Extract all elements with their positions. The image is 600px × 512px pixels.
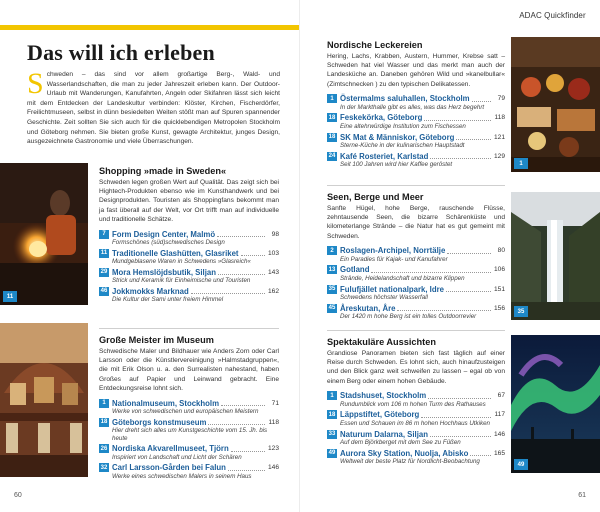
leckereien-text: Hering, Lachs, Krabben, Austern, Hummer, Krebse satt – Schweden hat viel Wasser und das merkt man auch der Landesküche an. Daneben gehören Wild und »kanelbullar« (Zimtschnecken ) zu den typischen Delikatessen.	[327, 53, 505, 88]
entry-description: Werke von schwedischen und europäischen Meistern	[112, 408, 259, 416]
museum-photo	[0, 323, 88, 477]
entry-description: Hier dreht sich alles um Kunstgeschichte vom 15. Jh. bis heute	[112, 427, 268, 442]
list-item	[99, 286, 279, 304]
leader-dots	[228, 465, 265, 471]
leader-dots	[447, 248, 491, 254]
leckereien-photo-badge: 1	[514, 158, 528, 169]
entry-name: Jokkmokks Marknad	[112, 286, 189, 296]
entry-page: 79	[497, 95, 505, 103]
berge-photo-badge: 35	[514, 306, 528, 317]
entry-page: 156	[493, 304, 505, 312]
quickfinder-tab	[505, 0, 600, 34]
entry-page: 80	[497, 247, 505, 255]
entry-number-badge: 18	[328, 134, 336, 140]
leader-dots	[470, 450, 491, 456]
section-divider	[327, 330, 505, 331]
entry-description: Mundgeblasene Waren in Schwedens »Glasreich«	[112, 258, 251, 266]
shopping-entries	[99, 229, 279, 304]
entry-description: Eine altehrwürdige Institution zum Fischessen	[340, 122, 466, 130]
list-item	[99, 398, 279, 416]
entry-name: Läppstiftet, Göteborg	[340, 410, 420, 420]
entry-name: Nationalmuseum, Stockholm	[112, 398, 220, 408]
entry-description: Ein Paradies für Kajak- und Kanufahrer	[340, 255, 448, 263]
list-item	[99, 248, 279, 266]
leckereien-section	[327, 40, 505, 170]
entry-page: 162	[267, 287, 279, 295]
entry-page: 71	[271, 399, 279, 407]
entry-number-badge: 33	[328, 431, 336, 437]
entry-page: 146	[493, 430, 505, 438]
shopping-title: Shopping »made in Sweden«	[99, 166, 227, 176]
leader-dots	[421, 412, 491, 418]
intro-text: chweden – das sind vor allem großartige Berg-, Wald- und Wasserlandschaften, die man zu jeder Jahreszeit erleben kann. Der Outdoor-Urlaub mit Wanderungen, Kanufahrten, Angeln oder Skifahren lässt sich leicht mit dem Entdecken der Landeskultur verbinden: Klöster, Kirchen, Fischerdörfer, Freilichtmuseen, selbst in dünn besiedelten Weiten stößt man auf Spuren spannender Geschichte. Zeit sollten Sie sich auch für die quicklebendigen Metropolen Stockholm und Göteborg nehmen. Sie bieten große Kunst, gewagte Architektur, junges Design, ausgezeichnete Gastronomie und viele Überraschungen.	[27, 71, 280, 146]
list-item	[99, 417, 279, 442]
aussichten-entries	[327, 391, 505, 466]
leader-dots	[217, 231, 265, 237]
page-title: Das will ich erleben	[27, 40, 215, 65]
entry-number-badge: 2	[327, 246, 337, 255]
leader-dots	[446, 286, 491, 292]
entry-number-badge: 11	[100, 250, 108, 257]
entry-number-badge: 13	[328, 266, 336, 273]
entry-page: 103	[267, 249, 279, 257]
entry-page: 151	[493, 285, 505, 293]
leader-dots	[430, 153, 491, 159]
list-item	[99, 229, 279, 247]
entry-description: Schwedens höchster Wasserfall	[340, 294, 428, 301]
entry-number-badge: 24	[328, 153, 336, 160]
list-item	[327, 113, 505, 131]
entry-name: Naturum Dalarna, Siljan	[340, 429, 428, 439]
entry-name: Stadshuset, Stockholm	[340, 391, 427, 401]
entry-number-badge: 1	[327, 391, 337, 400]
entry-page: 117	[494, 411, 505, 419]
entry-description: Auf dem Björkberget mit dem See zu Füßen	[340, 439, 461, 446]
leader-dots	[218, 269, 265, 275]
shopping-photo-badge: 11	[3, 291, 17, 302]
northern-lights-image	[511, 335, 600, 473]
intro-paragraph	[27, 67, 280, 147]
aussichten-title: Spektakuläre Aussichten	[327, 337, 436, 347]
entry-page: 165	[493, 449, 505, 457]
entry-page: 98	[271, 230, 279, 238]
entry-number-badge: 49	[328, 450, 336, 457]
entry-number-badge: 18	[328, 411, 336, 418]
entry-name: Aurora Sky Station, Nuolja, Abisko	[340, 448, 469, 458]
entry-number-badge: 1	[99, 399, 109, 408]
leader-dots	[424, 115, 491, 121]
museum-title: Große Meister im Museum	[99, 335, 214, 345]
list-item	[327, 246, 505, 264]
right-page	[300, 0, 600, 512]
leader-dots	[456, 134, 491, 140]
berge-section	[327, 185, 505, 322]
entry-name: Roslagen-Archipel, Norrtälje	[340, 246, 446, 256]
entry-page: 146	[267, 464, 279, 472]
entry-name: Östermalms saluhallen, Stockholm	[340, 94, 470, 104]
entry-description: Inspiriert von Landschaft und Licht der Schären	[112, 453, 242, 461]
leader-dots	[191, 288, 265, 294]
entry-page: 118	[494, 114, 505, 122]
leader-dots	[430, 431, 491, 437]
header-accent-bar	[0, 25, 300, 30]
aussichten-photo-badge: 49	[514, 459, 528, 470]
entry-description: Werke eines schwedischen Malers in seinem Haus	[112, 472, 252, 480]
leader-dots	[221, 400, 265, 406]
entry-description: Strände, Heidelandschaft und bizarre Klippen	[340, 274, 465, 282]
entry-number-badge: 45	[328, 305, 336, 312]
shopping-photo	[0, 163, 88, 305]
entry-name: Carl Larsson-Gården bei Falun	[112, 463, 226, 473]
entry-name: Göteborgs konstmuseum	[112, 417, 207, 427]
list-item	[99, 444, 279, 462]
entry-number-badge: 46	[100, 288, 108, 295]
list-item	[99, 463, 279, 481]
entry-description: Der 1420 m hohe Berg ist ein tolles Outdoorrevier	[340, 313, 477, 321]
list-item	[327, 303, 505, 321]
entry-description: Essen und Schauen im 86 m hohen Hochhaus Utkiken	[340, 419, 490, 427]
aussichten-section	[327, 330, 505, 467]
list-item	[327, 265, 505, 283]
berge-photo	[511, 192, 600, 320]
entry-name: Traditionelle Glashütten, Glasriket	[112, 248, 239, 258]
list-item	[327, 429, 505, 447]
entry-number-badge: 7	[99, 230, 109, 239]
entry-number-badge: 1	[327, 94, 337, 103]
entry-page: 106	[493, 266, 505, 274]
waterfall-image	[511, 192, 600, 320]
leader-dots	[428, 393, 491, 399]
list-item	[327, 94, 505, 112]
entry-name: Feskekörka, Göteborg	[340, 113, 423, 123]
list-item	[327, 448, 505, 466]
aussichten-text: Grandiose Panoramen bieten sich fast täglich auf einer Reise durch Schweden. Es lohnt sich, auch hinaufzusteigen und den Blick ganz weit schweifen zu lassen – egal ob von einem Berg oder einem hohen Gebäude.	[327, 350, 505, 385]
entry-name: Mora Hemslöjdsbutik, Siljan	[112, 267, 216, 277]
museum-entries	[99, 398, 279, 480]
entry-number-badge: 18	[328, 114, 336, 121]
entry-page: 121	[493, 133, 505, 141]
section-divider	[99, 328, 279, 329]
leader-dots	[208, 419, 265, 425]
entry-description: Strick und Keramik für Einheimische und Touristen	[112, 277, 251, 285]
intro-dropcap: S	[27, 67, 44, 100]
glassblower-image	[0, 163, 88, 305]
page-number-right: 61	[578, 492, 586, 499]
list-item	[327, 151, 505, 169]
leader-dots	[397, 305, 491, 311]
entry-description: Die Kultur der Sami unter freiem Himmel	[112, 296, 224, 304]
entry-name: Gotland	[340, 265, 370, 275]
entry-number-badge: 26	[100, 445, 108, 452]
berge-entries	[327, 246, 505, 321]
entry-name: Form Design Center, Malmö	[112, 229, 216, 239]
leader-dots	[472, 96, 491, 102]
page-number-left: 60	[14, 492, 22, 499]
leader-dots	[231, 446, 265, 452]
entry-number-badge: 29	[100, 269, 108, 276]
entry-description: Weltweit der beste Platz für Nordlicht-Beobachtung	[340, 458, 480, 466]
museum-text: Schwedische Maler und Bildhauer wie Anders Zorn oder Carl Larsson oder die Künstlervereinigung »Halmstadgruppen«, die mit Erik Olson u. a. den Surrealisten nahestand, haben Großes auf Papier und Leinwand gebracht. Eine Entdeckungsreise lohnt sich.	[99, 348, 279, 392]
entry-name: SK Mat & Människor, Göteborg	[340, 132, 455, 142]
entry-name: Fulufjället nationalpark, Idre	[340, 284, 444, 294]
entry-description: Seit 100 Jahren wird hier Kaffee geröstet	[340, 161, 453, 169]
museum-section	[99, 328, 279, 482]
museum-hall-image	[0, 323, 88, 477]
berge-text: Sanfte Hügel, hohe Berge, rauschende Flüsse, zehntausende Seen, die bizarre Schärenküste und kilometerlange Strände – die Natur hat es gut gemeint mit Schweden.	[327, 205, 505, 240]
entry-page: 123	[267, 445, 279, 453]
entry-name: Åreskutan, Åre	[340, 303, 396, 313]
leckereien-entries	[327, 94, 505, 169]
entry-number-badge: 32	[100, 464, 108, 471]
list-item	[327, 391, 505, 409]
berge-title: Seen, Berge und Meer	[327, 192, 424, 202]
list-item	[327, 410, 505, 428]
shopping-text: Schweden legen großen Wert auf Qualität. Das zeigt sich bei Hightech-Produkten ebenso wie im Kunsthandwerk und bei Designprodukten. Touristen als Shoppingfans bekommt man ja fast überall auf der Welt, vor Ort trifft man auf individuelle und traditionelle Schätze.	[99, 179, 279, 223]
leckereien-photo	[511, 37, 600, 172]
entry-number-badge: 35	[328, 286, 336, 292]
entry-description: Formschönes (süd)schwedisches Design	[112, 239, 225, 247]
entry-description: In der Markthalle gibt es alles, was das Herz begehrt	[340, 103, 485, 111]
list-item	[327, 132, 505, 150]
aussichten-photo	[511, 335, 600, 473]
quickfinder-label: ADAC Quickfinder	[519, 11, 586, 20]
leckereien-title: Nordische Leckereien	[327, 40, 423, 50]
list-item	[99, 267, 279, 285]
entry-page: 67	[497, 392, 505, 400]
entry-name: Nordiska Akvarellmuseet, Tjörn	[112, 444, 229, 454]
entry-page: 143	[267, 268, 279, 276]
entry-number-badge: 18	[100, 419, 108, 426]
leader-dots	[371, 267, 491, 273]
list-item	[327, 284, 505, 302]
shopping-section	[99, 166, 279, 305]
section-divider	[327, 185, 505, 186]
leader-dots	[241, 250, 265, 256]
entry-page: 129	[493, 152, 505, 160]
market-hall-image	[511, 37, 600, 172]
entry-description: Rundumblick vom 106 m hohen Turm des Rathauses	[340, 400, 486, 408]
entry-page: 118	[268, 418, 279, 426]
entry-name: Kafé Rosteriet, Karlstad	[340, 151, 429, 161]
entry-description: Sterne-Küche in der kulinarischen Hauptstadt	[340, 142, 465, 149]
